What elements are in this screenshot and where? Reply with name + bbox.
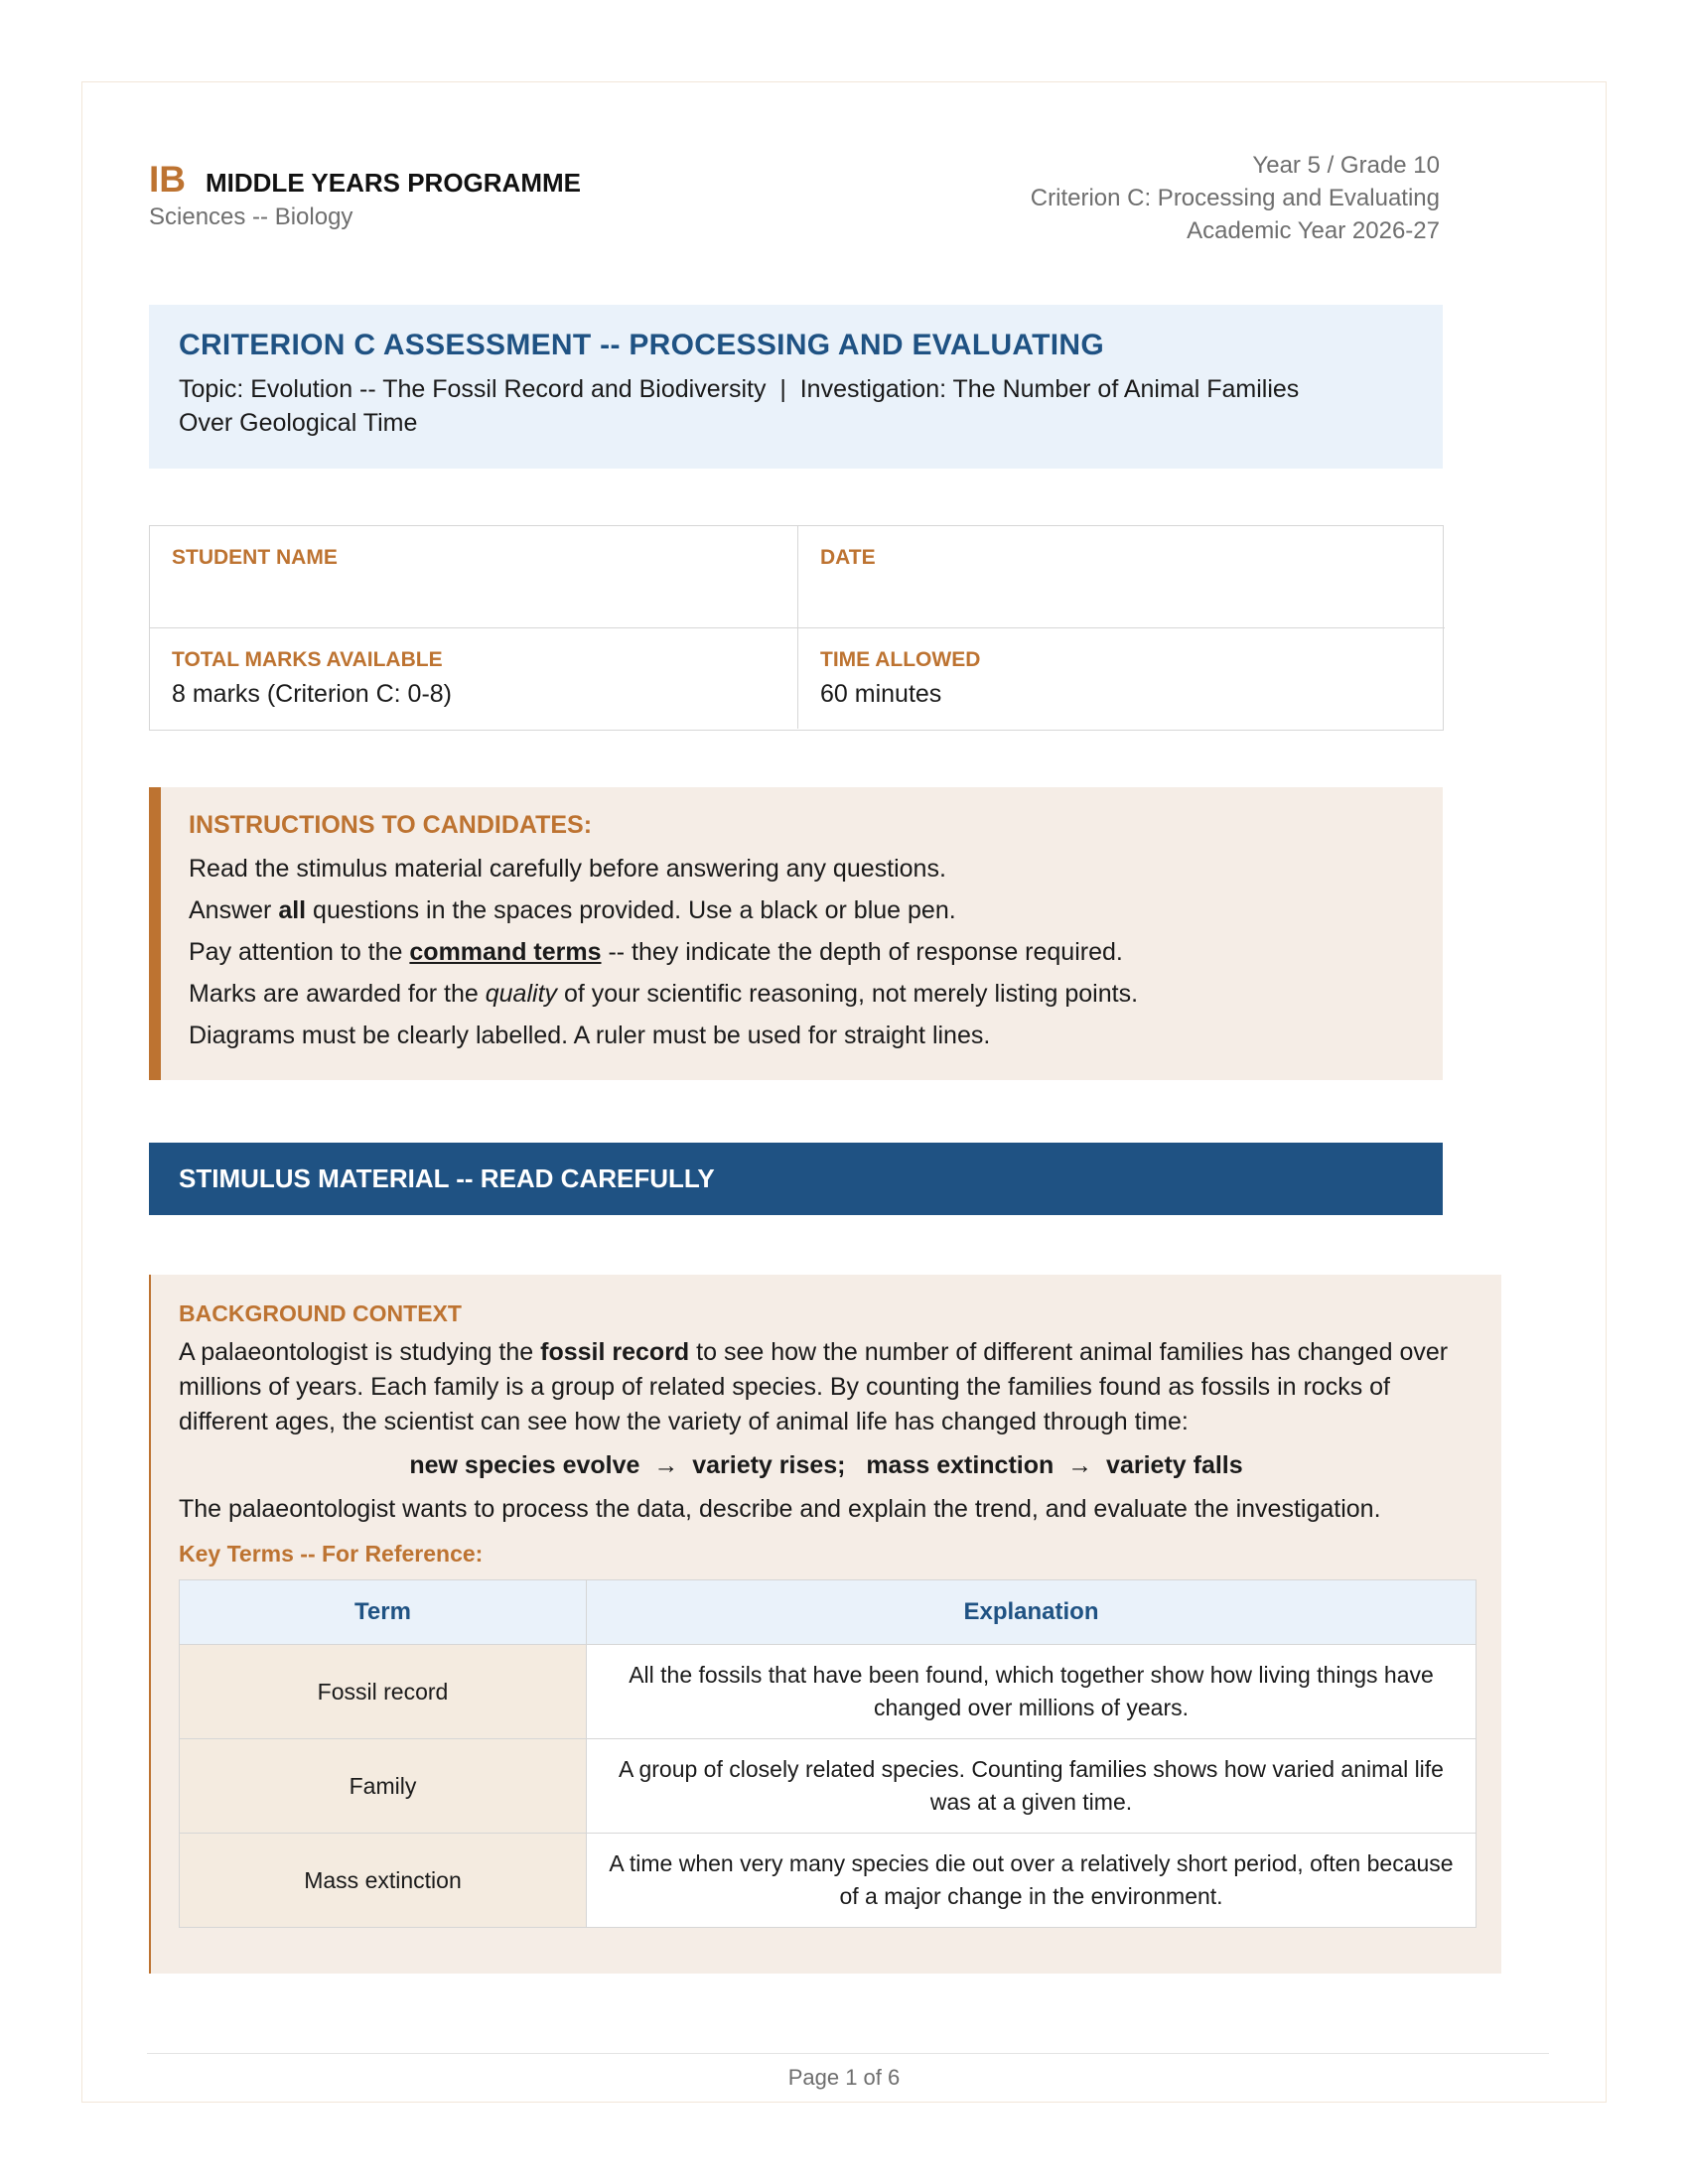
- instructions-box: [149, 787, 1443, 1080]
- explanation-column-header: Explanation: [587, 1580, 1477, 1645]
- instruction-2-a: Answer: [189, 896, 279, 924]
- instruction-4-c: of your scientific reasoning, not merely listing points.: [557, 980, 1139, 1008]
- footer-divider: [147, 2053, 1549, 2054]
- date-field[interactable]: [797, 526, 1445, 627]
- instruction-1: Read the stimulus material carefully before answering any questions.: [189, 855, 946, 883]
- term-cell: Mass extinction: [180, 1834, 587, 1928]
- total-marks-value: 8 marks (Criterion C: 0-8): [172, 680, 452, 708]
- header-meta: [1031, 149, 1440, 247]
- student-info-grid: [149, 525, 1444, 731]
- explanation-cell: A group of closely related species. Counting families shows how varied animal life was at a given time.: [587, 1739, 1477, 1834]
- document-header: [149, 149, 1440, 258]
- student-name-field[interactable]: [150, 526, 797, 627]
- total-marks-cell: [150, 627, 797, 729]
- topic-line-1: Topic: Evolution -- The Fossil Record and Biodiversity | Investigation: The Number of Animal Families: [179, 375, 1300, 403]
- assessment-title: CRITERION C ASSESSMENT -- PROCESSING AND EVALUATING: [179, 329, 1105, 361]
- instruction-4-a: Marks are awarded for the: [189, 980, 486, 1008]
- explanation-cell: A time when very many species die out over a relatively short period, often because of a major change in the environment.: [587, 1834, 1477, 1928]
- table-header-row: [180, 1580, 1477, 1645]
- stimulus-section-header: STIMULUS MATERIAL -- READ CAREFULLY: [149, 1143, 1443, 1215]
- key-terms-table: [179, 1579, 1477, 1928]
- time-allowed-value: 60 minutes: [820, 680, 942, 708]
- programme-name: MIDDLE YEARS PROGRAMME: [206, 168, 581, 198]
- academic-year-line: Academic Year 2026-27: [1187, 217, 1440, 244]
- command-terms-emphasis: command terms: [409, 938, 602, 966]
- variety-relationship: new species evolve → variety rises; mass extinction → variety falls: [409, 1451, 1243, 1479]
- page-number: Page 1 of 6: [787, 2065, 901, 2090]
- explanation-cell: All the fossils that have been found, which together show how living things have changed over millions of years.: [587, 1645, 1477, 1739]
- background-context-box: [149, 1275, 1501, 1974]
- programme-brand: [149, 159, 581, 201]
- key-terms-title: Key Terms -- For Reference:: [179, 1541, 484, 1567]
- time-allowed-cell: [797, 627, 1445, 729]
- topic-line-2: Over Geological Time: [179, 409, 418, 437]
- assessment-title-box: [149, 305, 1443, 469]
- instruction-2: [189, 889, 1415, 931]
- instruction-3-c: -- they indicate the depth of response required.: [601, 938, 1123, 966]
- instruction-5: Diagrams must be clearly labelled. A ruler must be used for straight lines.: [189, 1022, 991, 1049]
- table-row: [180, 1739, 1477, 1834]
- table-row: [180, 1834, 1477, 1928]
- table-row: [180, 1645, 1477, 1739]
- background-paragraph: [179, 1335, 1474, 1439]
- aim-paragraph: The palaeontologist wants to process the data, describe and explain the trend, and evaluate the investigation.: [179, 1495, 1381, 1523]
- instruction-4: [189, 973, 1415, 1015]
- student-name-label: STUDENT NAME: [172, 546, 338, 569]
- background-paragraph-a: A palaeontologist is studying the: [179, 1338, 541, 1366]
- fossil-record-emphasis: fossil record: [540, 1338, 690, 1366]
- term-column-header: Term: [180, 1580, 587, 1645]
- instruction-2-emphasis: all: [278, 896, 307, 924]
- term-cell: Fossil record: [180, 1645, 587, 1739]
- date-label: DATE: [820, 546, 876, 569]
- quality-emphasis: quality: [485, 980, 558, 1008]
- term-cell: Family: [180, 1739, 587, 1834]
- instructions-title: INSTRUCTIONS TO CANDIDATES:: [189, 811, 593, 839]
- instruction-2-c: questions in the spaces provided. Use a black or blue pen.: [306, 896, 956, 924]
- instruction-3-a: Pay attention to the: [189, 938, 410, 966]
- total-marks-label: TOTAL MARKS AVAILABLE: [172, 648, 443, 671]
- background-context-title: BACKGROUND CONTEXT: [179, 1300, 462, 1326]
- time-allowed-label: TIME ALLOWED: [820, 648, 981, 671]
- instruction-3: [189, 931, 1415, 973]
- subject-line: Sciences -- Biology: [149, 204, 353, 230]
- grade-line: Year 5 / Grade 10: [1252, 152, 1440, 179]
- ib-logo-text: IB: [149, 159, 186, 200]
- topic-line: [179, 372, 1413, 440]
- background-paragraph-c: to see how the number of different animal families has changed over millions of years. Each family is a group of related species. By counting the families found as fossils in rocks of different ages, the scientist can see how the variety of animal life has changed through time:: [179, 1338, 1449, 1435]
- criterion-line: Criterion C: Processing and Evaluating: [1030, 185, 1440, 211]
